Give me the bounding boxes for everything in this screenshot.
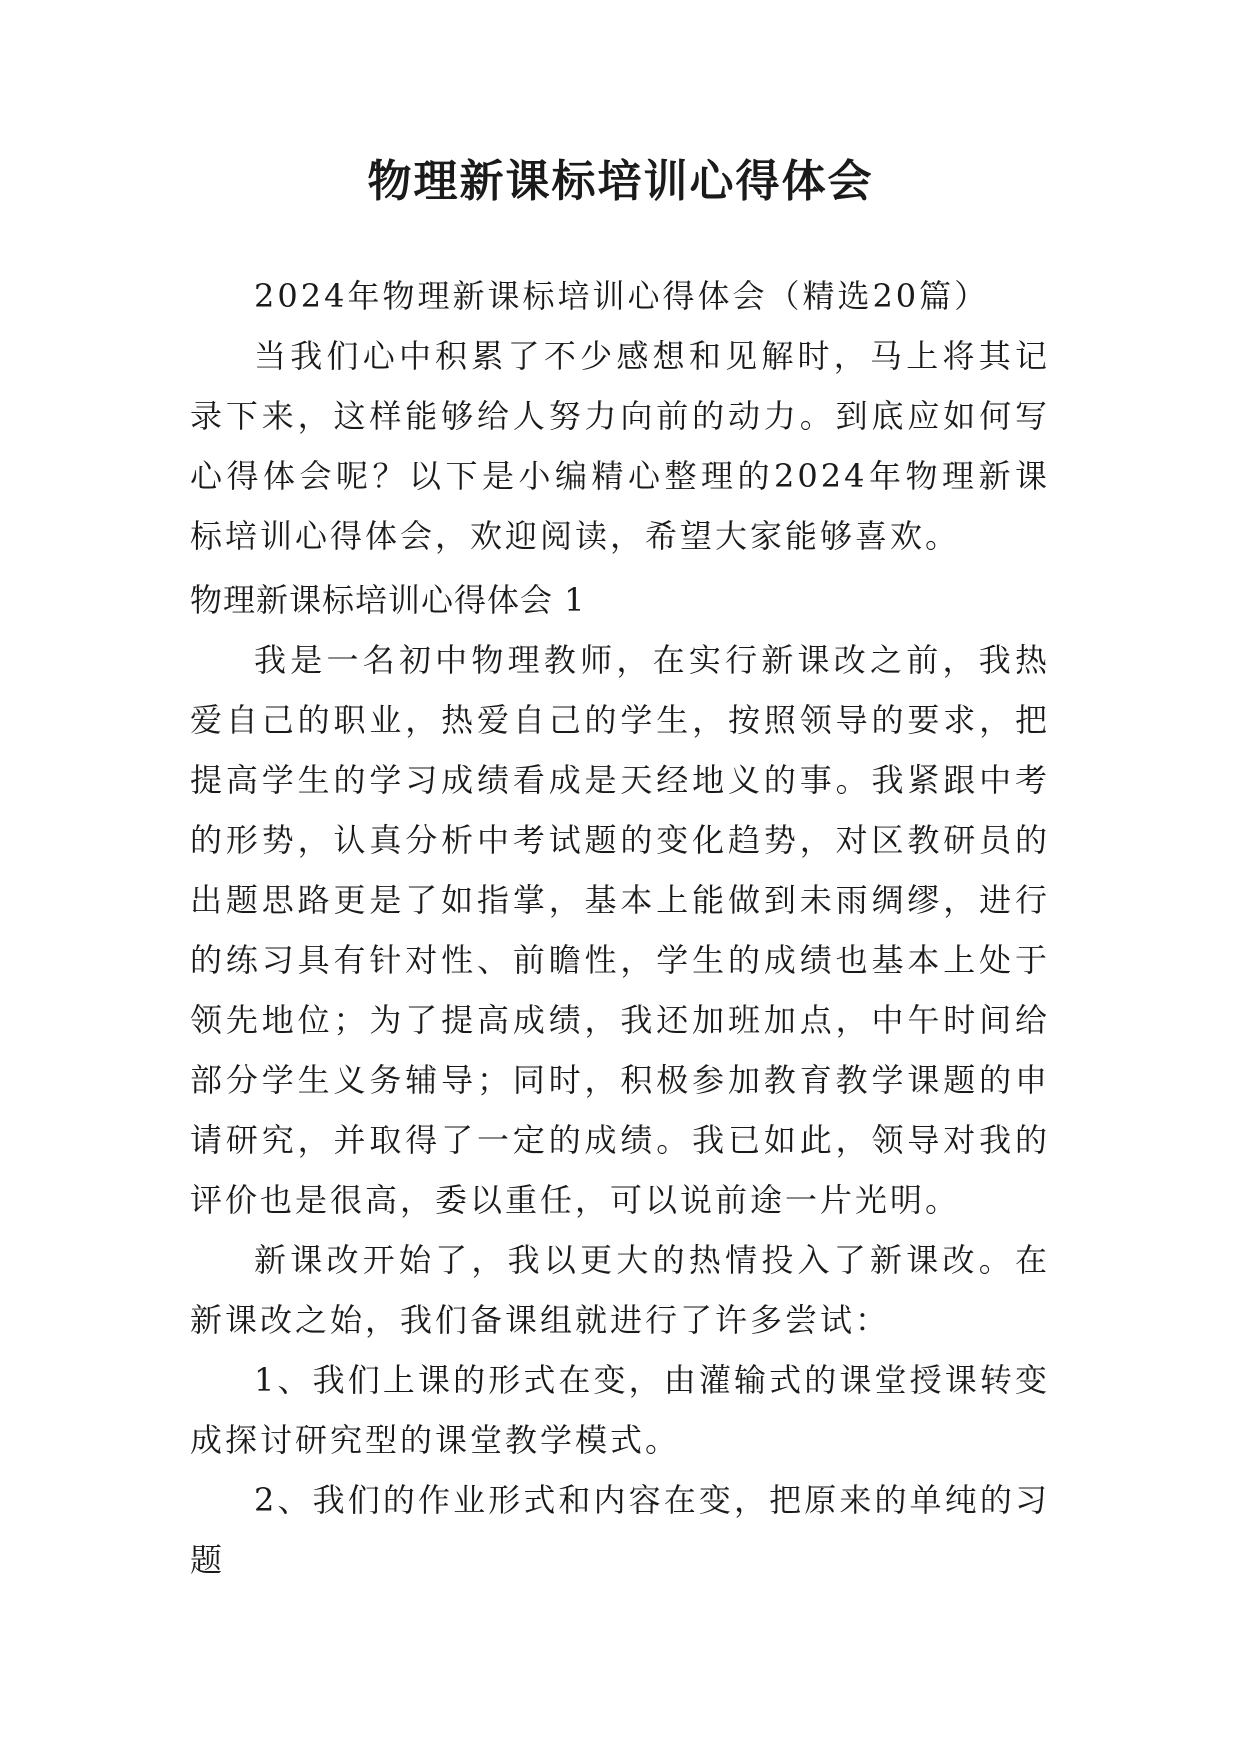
section-heading: 物理新课标培训心得体会 1	[190, 581, 586, 619]
document-title: 物理新课标培训心得体会	[367, 156, 874, 207]
paragraph: 1、我们上课的形式在变，由灌输式的课堂授课转变成探讨研究型的课堂教学模式。	[190, 1361, 1050, 1459]
section-1	[190, 570, 1050, 1590]
paragraph: 新课改开始了，我以更大的热情投入了新课改。在新课改之始，我们备课组就进行了许多尝试：	[190, 1241, 1050, 1339]
paragraph: 我是一名初中物理教师，在实行新课改之前，我热爱自己的职业，热爱自己的学生，按照领导的要求，把提高学生的学习成绩看成是天经地义的事。我紧跟中考的形势，认真分析中考试题的变化趋势，对区教研员的出题思路更是了如指掌，基本上能做到未雨绸缪，进行的练习具有针对性、前瞻性，学生的成绩也基本上处于领先地位；为了提高成绩，我还加班加点，中午时间给部分学生义务辅导；同时，积极参加教育教学课题的申请研究，并取得了一定的成绩。我已如此，领导对我的评价也是很高，委以重任，可以说前途一片光明。	[190, 641, 1050, 1219]
intro-block	[190, 266, 1050, 566]
intro-paragraph: 当我们心中积累了不少感想和见解时，马上将其记录下来，这样能够给人努力向前的动力。到底应如何写心得体会呢？以下是小编精心整理的2024年物理新课标培训心得体会，欢迎阅读，希望大家能够喜欢。	[190, 337, 1050, 555]
document-subtitle: 2024年物理新课标培训心得体会（精选20篇）	[254, 277, 990, 315]
paragraph: 2、我们的作业形式和内容在变，把原来的单纯的习题	[190, 1481, 1050, 1579]
